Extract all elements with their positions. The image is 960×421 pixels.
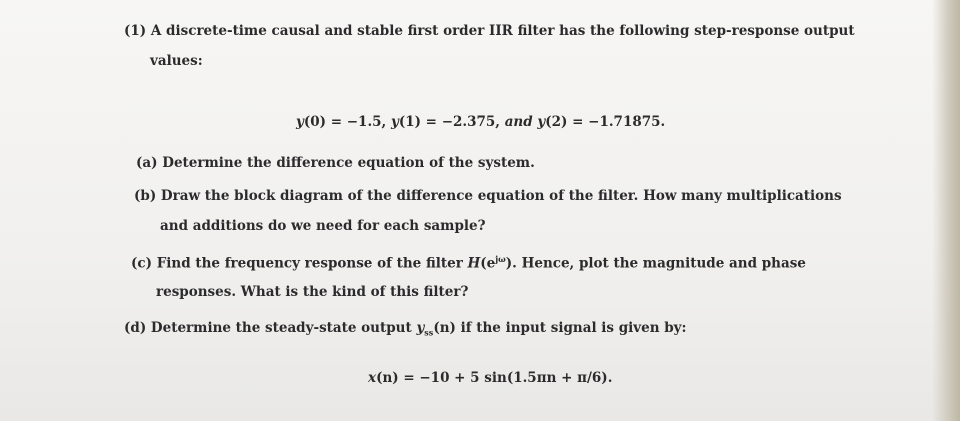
H-arg-close: ).	[505, 255, 517, 272]
y1-arg: (1)	[398, 114, 421, 130]
step-response-equation	[296, 114, 665, 130]
y2-arg: (2)	[545, 114, 568, 130]
problem-intro-text: A discrete-time causal and stable first order IIR filter has the following step-response output	[150, 23, 855, 39]
problem-number: (1)	[124, 23, 147, 39]
part-b-label: (b)	[134, 188, 157, 204]
yss-subscript: ss	[424, 327, 434, 338]
part-a-text: Determine the difference equation of the system.	[162, 155, 535, 171]
x-rhs: = −10 + 5 sin(1.5πn + π/6).	[398, 370, 613, 386]
part-a-label: (a)	[136, 155, 158, 171]
y0-value: = −1.5,	[326, 114, 387, 130]
part-b-line-2	[160, 218, 486, 234]
part-d	[124, 320, 687, 338]
part-b-text-1: Draw the block diagram of the difference equation of the filter. How many multiplications	[160, 188, 842, 204]
part-c-text-2: responses. What is the kind of this filter?	[156, 284, 469, 300]
part-c-label: (c)	[131, 255, 152, 272]
y1-value: = −2.375,	[420, 114, 500, 130]
part-d-text-pre: Determine the steady-state output	[150, 320, 412, 336]
x-arg: (n)	[376, 370, 399, 386]
part-b-text-2: and additions do we need for each sample?	[160, 218, 486, 234]
y1-symbol: y	[390, 114, 399, 130]
and-word: and	[504, 114, 533, 130]
problem-line-1	[124, 23, 855, 39]
part-c-text-post: Hence, plot the magnitude and phase	[521, 255, 806, 272]
y0-symbol: y	[296, 114, 304, 130]
problem-line-2	[150, 53, 203, 69]
input-signal-equation	[368, 370, 612, 386]
y0-arg: (0)	[303, 114, 327, 130]
part-b-line-1	[134, 188, 842, 204]
page-edge-shadow	[932, 0, 960, 421]
H-arg-open: (e	[480, 255, 496, 272]
part-c-line-2	[156, 284, 468, 300]
part-a	[136, 155, 535, 171]
part-c-text-pre: Find the frequency response of the filter	[156, 255, 463, 272]
part-d-label: (d)	[124, 320, 147, 336]
x-symbol: x	[368, 370, 377, 386]
part-c-line-1	[131, 254, 806, 272]
yss-symbol: y	[416, 320, 425, 336]
y2-value: = −1.71875.	[567, 114, 666, 130]
H-symbol: H	[467, 255, 481, 272]
problem-intro-continuation: values:	[150, 53, 203, 69]
H-superscript: jω	[495, 254, 506, 264]
part-d-text-post: if the input signal is given by:	[460, 320, 687, 336]
yss-arg: (n)	[433, 320, 456, 336]
y2-symbol: y	[537, 114, 546, 130]
